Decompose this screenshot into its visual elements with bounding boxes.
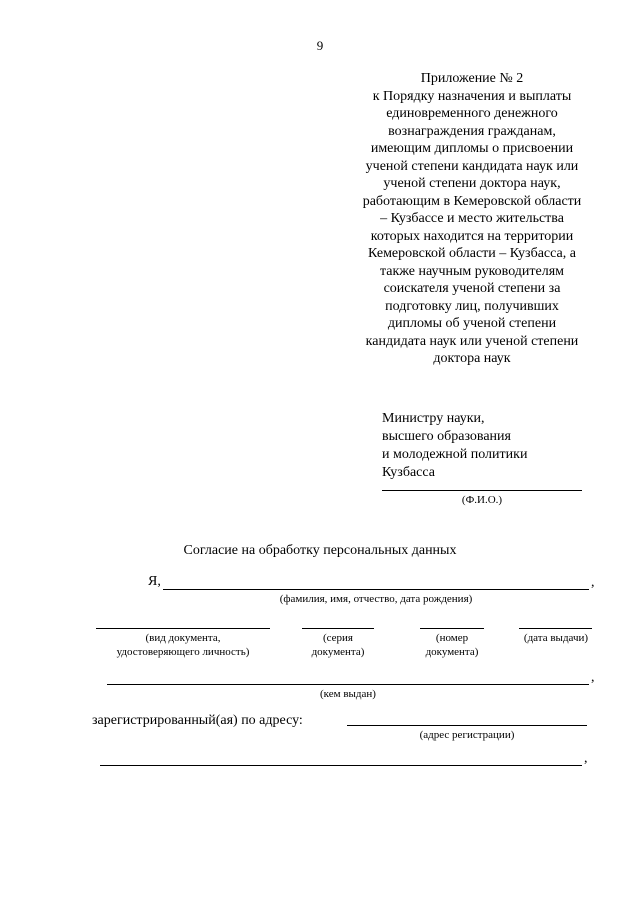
doc-series-field-line[interactable]: [302, 628, 374, 629]
appendix-line: работающим в Кемеровской области: [362, 193, 582, 209]
issued-by-field-line[interactable]: [107, 684, 589, 685]
appendix-line: Приложение № 2: [420, 71, 524, 86]
addressee-block: [382, 410, 527, 482]
appendix-line: – Кузбассе и место жительства: [380, 211, 564, 226]
doc-series-caption: [302, 631, 374, 659]
appendix-line: ученой степени кандидата наук или: [365, 158, 579, 174]
issue-date-caption: (дата выдачи): [523, 632, 589, 644]
appendix-line: доктора наук: [433, 351, 511, 366]
fullname-caption: (фамилия, имя, отчество, дата рождения): [279, 593, 473, 605]
doc-type-caption: [96, 631, 270, 659]
page-number: 9: [316, 38, 324, 53]
doc-number-field-line[interactable]: [420, 628, 484, 629]
appendix-line: Кемеровской области – Кузбасса, а: [368, 246, 576, 261]
appendix-line: кандидата наук или ученой степени: [365, 333, 579, 349]
issue-date-field-line[interactable]: [519, 628, 592, 629]
addressee-line: Министру науки,: [382, 411, 485, 426]
fullname-field-line[interactable]: [163, 589, 589, 590]
appendix-line: к Порядку назначения и выплаты: [372, 88, 572, 104]
address-field-line[interactable]: [347, 725, 587, 726]
caption-line: документа): [425, 646, 479, 658]
doc-number-caption: [420, 631, 484, 659]
appendix-line: единовременного денежного: [386, 106, 558, 121]
appendix-line: ученой степени доктора наук,: [383, 176, 561, 191]
comma: ,: [591, 670, 595, 685]
appendix-line: дипломы об ученой степени: [387, 316, 557, 331]
address-continuation-line[interactable]: [100, 765, 582, 766]
issued-by-caption: (кем выдан): [320, 688, 376, 700]
ya-label: Я,: [148, 574, 161, 589]
addressee-line: и молодежной политики: [382, 447, 528, 462]
fio-signature-line[interactable]: [382, 490, 582, 491]
address-caption: (адрес регистрации): [419, 729, 515, 741]
caption-line: удостоверяющего личность): [116, 646, 250, 658]
appendix-line: вознаграждения гражданам,: [388, 123, 556, 139]
appendix-line: также научным руководителям: [379, 263, 565, 279]
appendix-heading: [352, 70, 592, 368]
appendix-line: подготовку лиц, получивших: [385, 298, 559, 314]
comma: ,: [584, 751, 588, 766]
addressee-line: Кузбасса: [382, 465, 435, 480]
addressee-line: высшего образования: [382, 429, 511, 444]
caption-line: (номер: [435, 632, 469, 644]
comma: ,: [591, 575, 595, 590]
caption-line: (серия: [322, 632, 353, 644]
caption-line: документа): [311, 646, 365, 658]
appendix-line: имеющим дипломы о присвоении: [370, 141, 574, 156]
doc-type-field-line[interactable]: [96, 628, 270, 629]
appendix-line: которых находится на территории: [370, 228, 574, 244]
form-title: Согласие на обработку персональных данных: [183, 543, 457, 558]
appendix-line: соискателя ученой степени за: [383, 281, 561, 296]
registered-address-label: зарегистрированный(ая) по адресу:: [92, 713, 303, 728]
caption-line: (вид документа,: [145, 632, 221, 644]
fio-caption: (Ф.И.О.): [461, 494, 503, 506]
